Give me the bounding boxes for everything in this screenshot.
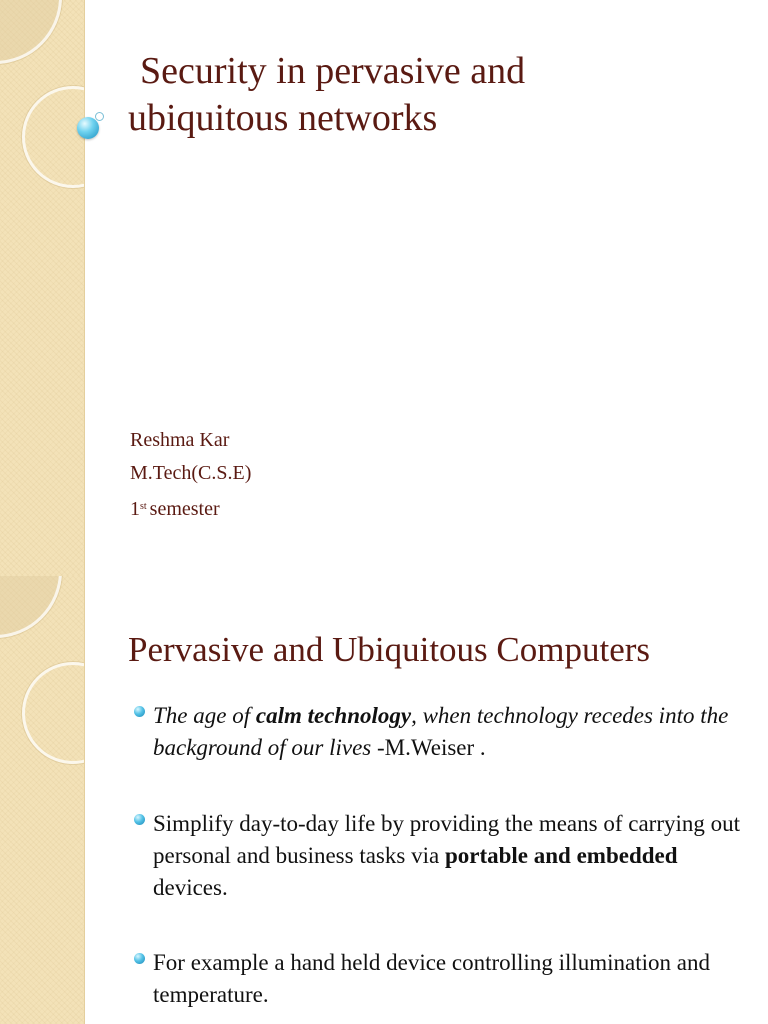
blue-orb-bullet-icon [134,953,145,964]
slide-title-line-2: ubiquitous networks [128,97,438,139]
author-block [130,424,251,526]
decorative-side-band [0,0,85,576]
bullet-2-part-3: devices. [153,875,228,900]
decorative-ring-large [0,576,62,638]
bullet-3-text: For example a hand held device controlling illumination and temperature. [153,950,710,1007]
blue-orb-icon [77,117,99,139]
bullet-item-example [130,947,750,1011]
blue-orb-bullet-icon [134,706,145,717]
author-name: Reshma Kar [130,429,230,451]
decorative-side-band [0,576,85,1024]
bullet-2-bold-term: portable and embedded [444,843,678,868]
content-slide [0,576,768,1024]
author-degree: M.Tech(C.S.E) [130,462,252,484]
small-ring-icon [95,112,104,121]
quote-part-3: , when technology recedes into the background of our lives [153,703,729,760]
quote-bold-term: calm technology [255,703,412,728]
decorative-ring-medium [22,86,85,188]
bullet-item-calm-technology [130,700,750,764]
semester-number: 1 [130,498,140,520]
blue-orb-bullet-icon [134,814,145,825]
quote-part-1: The age of [153,703,256,728]
slide-title [128,48,728,142]
bullet-list [130,700,750,1024]
quote-attribution: -M.Weiser . [371,735,486,760]
bullet-2-part-1: Simplify day-to-day life by providing the means of carrying out personal and business tasks via [153,811,741,868]
bullet-item-simplify-life [130,808,750,904]
semester-word: semester [149,498,220,520]
author-semester [130,490,251,526]
decorative-ring-large [0,0,62,64]
decorative-ring-medium [22,662,85,764]
slide-heading: Pervasive and Ubiquitous Computers [128,630,651,669]
semester-ordinal: st [140,501,147,512]
slide-title-line-1: Security in pervasive and [140,50,526,92]
